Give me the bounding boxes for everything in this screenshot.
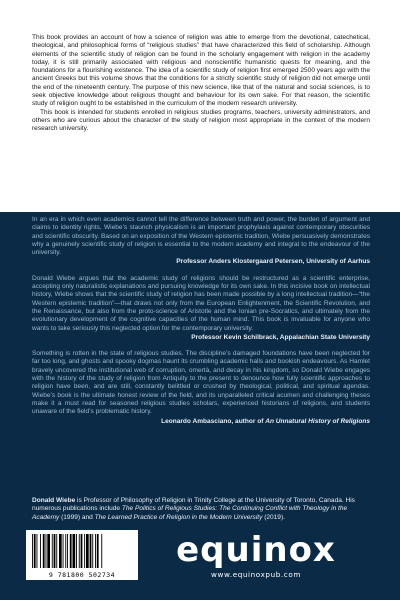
endorsement (32, 350, 370, 426)
bio-text: is Professor of Philosophy of Religion in Trinity College at the University of Toronto, Canada. His numerous publications include (32, 497, 355, 513)
attribution-book-title: An Unnatural History of Religions (265, 417, 370, 425)
endorsement (32, 275, 370, 342)
book-summary-panel (0, 0, 400, 212)
endorsement-attribution: Professor Kevin Schilbrack, Appalachian State University (191, 333, 370, 341)
endorsement-text: In an era in which even academics cannot tell the difference between truth and power, the burden of argument and claims to identity rights, Wiebe’s staunch physicalism is an important prophylaxis against contemporary obscurities and scientific obscurity. Based on an exposition of the Western epistemic tradition, Wiebe persuasively demonstrates why a genuinely scientific study of religion is essential to the modern academy and integral to the endeavour of the university. (32, 216, 370, 257)
endorsement (32, 216, 370, 267)
publisher-name: equinox (176, 530, 336, 570)
author-name: Donald Wiebe (32, 497, 76, 504)
barcode-bars (26, 530, 138, 572)
endorsement-text: Donald Wiebe argues that the academic study of religions should be restructured as a scientific enterprise, accepting only naturalistic explanations and pursuing knowledge for its own sake. In this incisive book on intellectual history, Wiebe shows that the scientific study of religion has been made possible by a long intellectual tradition—“the Western epistemic tradition”—that draws not only from the European Enlightenment, the Scientific Revolution, and the Renaissance, but also from the proto-science of Aristotle and the Ionian pre-Socratics, and ultimately from the evolutionary development of the cognitive capacities of the human mind. This book is invaluable for anyone who wants to take seriously this neglected option for the contemporary university. (32, 274, 370, 332)
bio-text: (2019). (262, 513, 285, 521)
endorsements (32, 216, 370, 426)
endorsement-text: Something is rotten in the state of religious studies. The discipline’s damaged foundations have been neglected for far too long, and ghosts and spooky dogmas haunt its crumbling academic halls and bookish endeavours. As Hamlet bravely uncovered the institutional web of corruption, omertà, and decay in his kingdom, so Donald Wiebe engages with the history of the study of religion from Antiquity to the present to denounce how fully scientific approaches to religion have been, and are still, constantly belittled or crushed by theological, political, and spiritual agendas. Wiebe’s book is the ultimate honest review of the field, and its unparalleled critical acumen and challenging theses make it a must read for seasoned religious studies scholars, experienced historians of religions, and students unaware of the field’s problematic history. (32, 350, 370, 416)
summary-paragraph-2: This book is intended for students enrolled in religious studies programs, teachers, university administrators, and others who are curious about the character of the study of religion most appropriate in the context of the modern research university. (32, 108, 370, 133)
attribution-prefix: Leonardo Ambasciano, author of (161, 417, 266, 425)
endorsement-attribution (32, 418, 370, 426)
bio-book-title: The Politics of Religious Studies: The Continuing Conflict with Theology in the Academy (32, 505, 348, 521)
publisher-url: www.equinoxpub.com (211, 570, 301, 579)
author-bio (32, 497, 372, 522)
bio-text: (1999) and (59, 513, 95, 521)
isbn-number: 9 781800 502734 (48, 571, 116, 579)
bio-book-title: The Learned Practice of Religion in the Modern University (94, 513, 263, 521)
summary-paragraph-1: This book provides an account of how a science of religion was able to emerge from the devotional, catechetical, theological, and philosophical forms of “religious studies” that have characterized this field of scholarship. Although elements of the scientific study of religion can be found in the scholarly engagement with religion in the academy today, it is still primarily associated with religious and nonscientific humanistic quests for meaning, and the foundations for a flourishing existence. The idea of a scientific study of religion first emerged 2500 years ago with the ancient Greeks but this volume shows that the conditions for a strictly scientific study of religion did not emerge until the end of the nineteenth century. The purpose of this new science, like that of the natural and social sciences, is to seek objective knowledge about religious thought and behaviour for its own sake. For that reason, the scientific study of religion ought to be established in the curriculum of the modern research university. (32, 34, 370, 108)
endorsement-attribution: Professor Anders Klostergaard Petersen, University of Aarhus (176, 258, 370, 266)
publisher-logo (146, 530, 366, 579)
isbn-barcode (26, 530, 138, 580)
